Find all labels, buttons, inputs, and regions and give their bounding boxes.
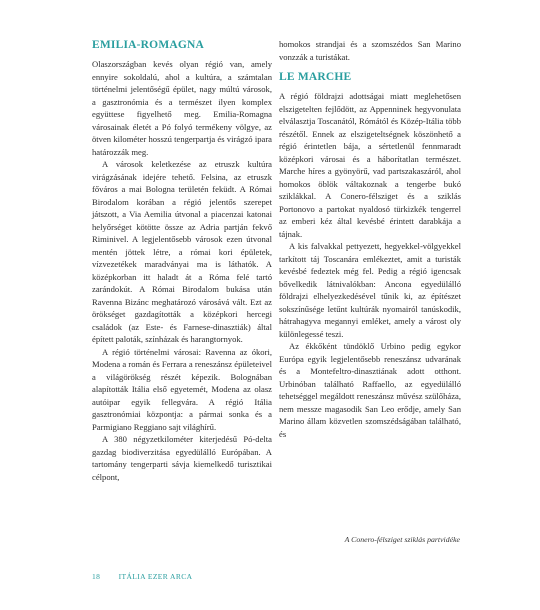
page-footer bbox=[92, 572, 193, 581]
section-heading-le-marche: LE MARCHE bbox=[279, 71, 352, 83]
paragraph: A régió történelmi városai: Ravenna az ókori, Modena a román és Ferrara a reneszánsz épületeivel a világörökség részét képezik. Bolognában alapították Itália első egyetemét, Modena az olasz autóipar egyik fellegvára. A régió Itália gasztronómiai központja: a pármai sonka és a Parmigiano Reggiano sajt világhírű. bbox=[92, 346, 272, 432]
paragraph-continuation: homokos strandjai és a szomszédos San Marino vonzzák a turistákat. bbox=[279, 39, 461, 62]
paragraph: A régió földrajzi adottságai miatt meglehetősen elszigetelten fejlődött, az Appenninek hegyvonulata elválasztja Toscanától, Rómától és Közép-Itália több részétől. Ennek az elszigeteltségnek köszönhető a régió érintetlen bája, a sértetlenül fennmaradt középkori városai és a háborítatlan természet. Marche híres a gyönyörű, vad partszakaszáról, ahol homokos öblök váltakoznak a tengerbe bukó sziklákkal. A Conero-félsziget és a sziklás Portonovo a partokat nyaldosó türkizkék tengerrel az emberi kéz által kevésbé érintett darabkája a tájnak. bbox=[279, 91, 461, 239]
paragraph: A városok keletkezése az etruszk kultúra virágzásának idejére tehető. Felsina, az etruszk főváros a mai Bologna területén feküdt. A Római Birodalom korában a régió jelentős szerepet játszott, a Via Aemilia útvonal a piacenzai katonai helyőrséget kötötte össze az Adria partján fekvő Riminivel. A legjelentősebb városok ezen útvonal mentén jöttek létre, a római kori épületek, vízvezetékek maradványai ma is láthatók. A középkorban itt haladt át a Róma felé tartó zarándokút. A Római Birodalom bukása után Ravenna Bizánc meghatározó városává vált. Ezt az örökséget gazdagították a középkori hercegi családok (az Este- és Farnese-dinasztiák) által épített paloták, színházak és harangtornyok. bbox=[92, 159, 272, 344]
paragraph: A 380 négyzetkilométer kiterjedésű Pó-delta gazdag biodiverzitása egyedülálló Európában. A tartomány tengerparti sávja kiemelkedő turisztikai célpont, bbox=[92, 434, 272, 482]
paragraph: Olaszországban kevés olyan régió van, amely ennyire sokoldalú, ahol a kultúra, a számtalan történelmi jelentőségű épület, nagy múltú városok, a gasztronómia és a természet ilyen komplex együttese figyelhető meg. Emilia-Romagna városainak életét a Pó folyó termékeny völgye, az ötven kilométer hosszú tengerpartja és virágzó ipara határozzák meg. bbox=[92, 59, 272, 157]
page-number: 18 bbox=[92, 572, 101, 581]
image-caption: A Conero-félsziget sziklás partvidéke bbox=[344, 535, 460, 544]
left-column bbox=[92, 38, 272, 483]
paragraph: A kis falvakkal pettyezett, hegyekkel-völgyekkel tarkított táj Toscanára emlékeztet, amit a turisták kevésbé fedeztek még fel. Pedig a régió igencsak bővelkedik látnivalókban: Ancona egyedülálló földrajzi elhelyezkedésével tűnik ki, az építészet sokszínűsége letűnt kultúrák nyomairól tanúskodik, hátrahagyva megannyi emléket, amely a várost oly különlegessé teszi. bbox=[279, 241, 461, 339]
paragraph: Az ékkőként tündöklő Urbino pedig egykor Európa egyik legjelentősebb reneszánsz udvarának és a Montefeltro-dinasztiának adott otthont. Urbinóban található Raffaello, az egyedülálló tehetséggel megáldott reneszánsz művész szülőháza, nem messze magasodik San Leo erődje, amely San Marino állam közvetlen szomszédságában található, és bbox=[279, 341, 461, 439]
right-column bbox=[279, 38, 461, 440]
book-title: ITÁLIA EZER ARCA bbox=[118, 572, 193, 581]
section-heading-emilia-romagna: EMILIA-ROMAGNA bbox=[92, 39, 205, 51]
